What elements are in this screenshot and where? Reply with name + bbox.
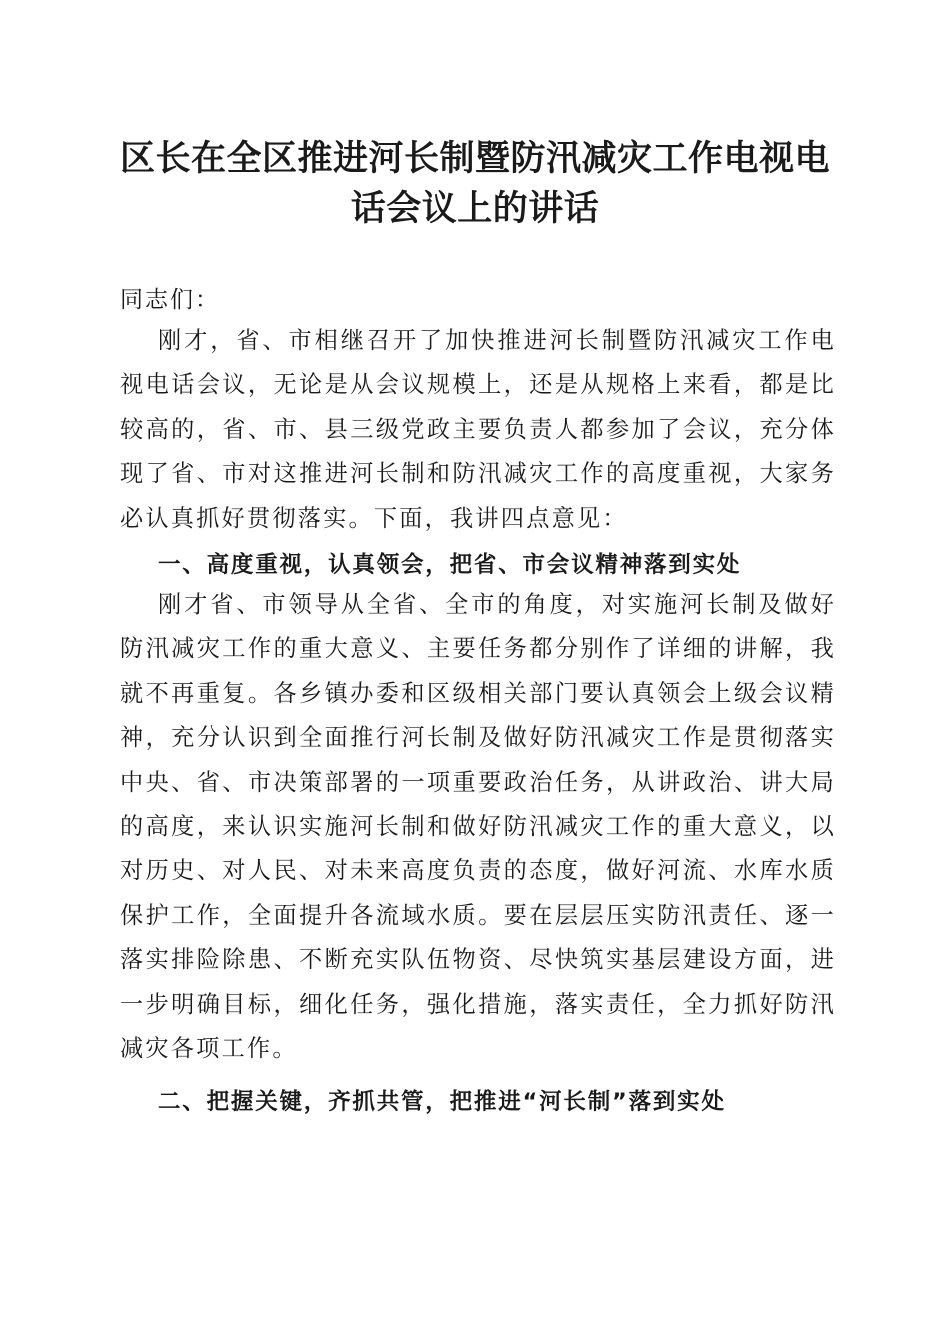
document-title-line-2: 话会议上的讲话 xyxy=(350,188,600,229)
document-title-line-1: 区长在全区推进河长制暨防汛减灾工作电视电 xyxy=(119,138,830,179)
paragraph-section-1: 刚才省、市领导从全省、全市的角度，对实施河长制及做好防汛减灾工作的重大意义、主要任务都分别作了详细的讲解，我就不再重复。各乡镇办委和区级相关部门要认真领会上级会议精神，充分认识到全面推行河长制及做好防汛减灾工作是贯彻落实中央、省、市决策部署的一项重要政治任务，从讲政治、讲大局的高度，来认识实施河长制和做好防汛减灾工作的重大意义，以对历史、对人民、对未来高度负责的态度，做好河流、水库水质保护工作，全面提升各流域水质。要在层层压实防汛责任、逐一落实排险除患、不断充实队伍物资、尽快筑实基层建设方面，进一步明确目标，细化任务，强化措施，落实责任，全力抓好防汛减灾各项工作。 xyxy=(120,591,836,1063)
paragraph-intro: 刚才，省、市相继召开了加快推进河长制暨防汛减灾工作电视电话会议，无论是从会议规模上，还是从规格上来看，都是比较高的，省、市、县三级党政主要负责人都参加了会议，充分体现了省、市对这推进河长制和防汛减灾工作的高度重视，大家务必认真抓好贯彻落实。下面，我讲四点意见： xyxy=(120,327,836,532)
section-heading-2: 二、把握关键，齐抓共管，把推进“河长制”落到实处 xyxy=(158,1089,726,1115)
salutation: 同志们： xyxy=(120,287,220,313)
section-heading-1: 一、高度重视，认真领会，把省、市会议精神落到实处 xyxy=(158,552,742,578)
